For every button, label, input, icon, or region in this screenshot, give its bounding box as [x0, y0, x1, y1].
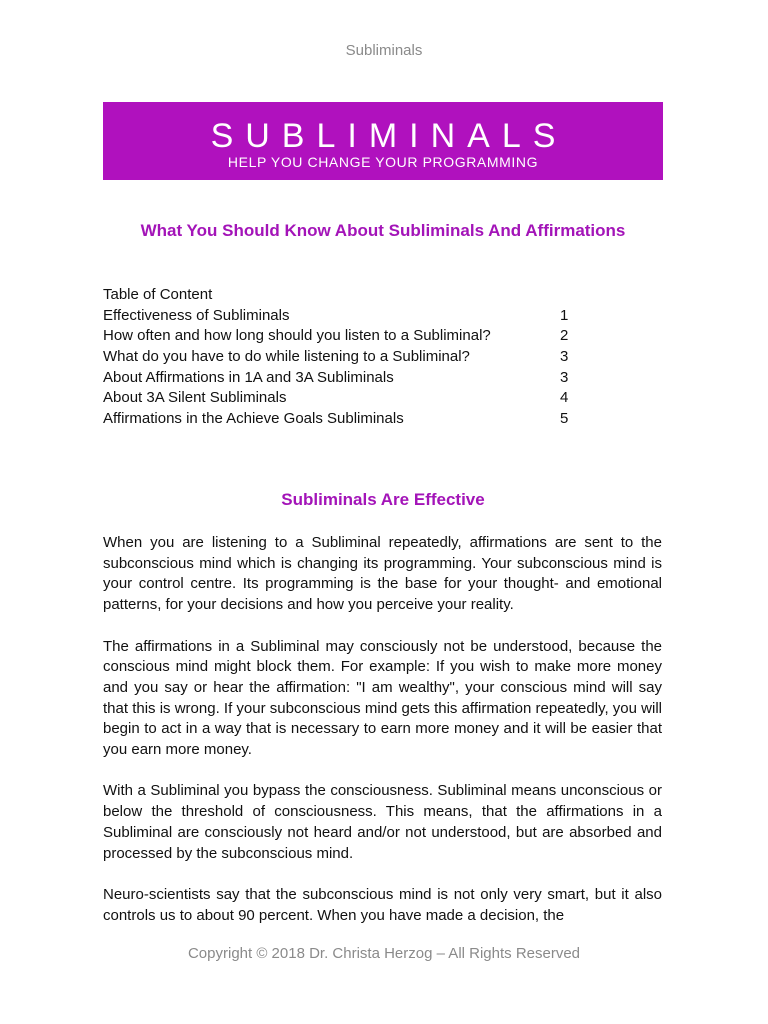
toc-entry [103, 306, 663, 327]
toc-entry-page: 3 [560, 348, 569, 366]
toc-entry-label: Effectiveness of Subliminals [103, 306, 290, 324]
body-paragraph: When you are listening to a Subliminal repeatedly, affirmations are sent to the subconscious mind which is changing its programming. Your subconscious mind is your control centre. Its programming is the base for your thought- and emotional patterns, for your decisions and how you perceive your reality. [103, 534, 662, 614]
body-paragraph: The affirmations in a Subliminal may consciously not be understood, because the conscious mind might block them. For example: If you wish to make more money and you say or hear the affirmation: "I am wealthy", your conscious mind will say that this is wrong. If your subconscious mind gets this affirmation repeatedly, you will begin to act in a way that is necessary to earn more money and it will be easier that you earn more money. [103, 637, 662, 759]
body-paragraph: Neuro-scientists say that the subconscious mind is not only very smart, but it also controls us to about 90 percent. When you have made a decision, the [103, 885, 662, 924]
running-header: Subliminals [345, 42, 423, 59]
title-banner [103, 102, 663, 180]
copyright-footer: Copyright © 2018 Dr. Christa Herzog – All Rights Reserved [187, 945, 581, 962]
document-title: What You Should Know About Subliminals And Affirmations [140, 221, 626, 240]
toc-entry-label: What do you have to do while listening to a Subliminal? [103, 348, 470, 366]
toc-entry [103, 347, 663, 368]
toc-entry-label: How often and how long should you listen to a Subliminal? [103, 327, 491, 345]
toc-entry-page: 3 [560, 368, 569, 386]
toc-entry-page: 2 [560, 327, 569, 345]
section-heading: Subliminals Are Effective [281, 490, 485, 509]
toc-entry [103, 388, 663, 409]
toc-entry-page: 4 [560, 389, 569, 407]
toc-entry [103, 409, 663, 430]
toc-heading: Table of Content [103, 286, 213, 303]
table-of-contents [103, 285, 663, 430]
toc-entry-label: Affirmations in the Achieve Goals Subliminals [103, 410, 404, 428]
toc-entry-label: About Affirmations in 1A and 3A Subliminals [103, 368, 394, 386]
toc-entry-label: About 3A Silent Subliminals [103, 389, 287, 407]
banner-title: SUBLIMINALS [210, 117, 568, 155]
toc-entry [103, 368, 663, 389]
toc-entry-page: 5 [560, 410, 569, 428]
toc-entry-page: 1 [560, 306, 569, 324]
toc-entry [103, 326, 663, 347]
body-paragraph: With a Subliminal you bypass the consciousness. Subliminal means unconscious or below the threshold of consciousness. This means, that the affirmations in a Subliminal are consciously not heard and/or not understood, but are absorbed and processed by the subconscious mind. [103, 782, 662, 862]
banner-subtitle: HELP YOU CHANGE YOUR PROGRAMMING [227, 154, 539, 170]
section-body [103, 533, 662, 947]
